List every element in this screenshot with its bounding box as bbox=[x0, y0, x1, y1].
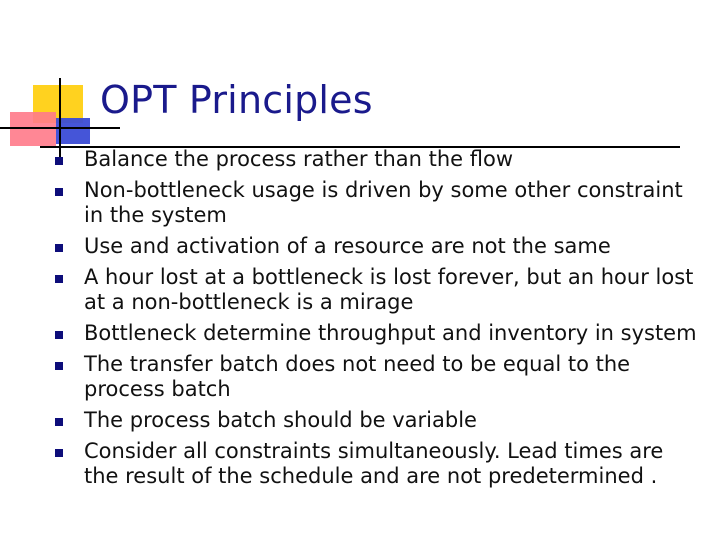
blue-square bbox=[56, 118, 90, 144]
bullet-item bbox=[52, 234, 702, 259]
slide-title: OPT Principles bbox=[100, 78, 373, 122]
square-bullet-icon bbox=[55, 275, 63, 283]
bullet-text: Use and activation of a resource are not the same bbox=[84, 234, 611, 258]
bullet-item bbox=[52, 147, 702, 172]
bullet-item bbox=[52, 439, 702, 489]
bullet-text: Non-bottleneck usage is driven by some other constraint in the system bbox=[84, 178, 683, 227]
square-bullet-icon bbox=[55, 157, 63, 165]
bullet-item bbox=[52, 408, 702, 433]
bullet-item bbox=[52, 178, 702, 228]
square-bullet-icon bbox=[55, 331, 63, 339]
square-bullet-icon bbox=[55, 449, 63, 457]
square-bullet-icon bbox=[55, 418, 63, 426]
square-bullet-icon bbox=[55, 188, 63, 196]
bullet-item bbox=[52, 352, 702, 402]
square-bullet-icon bbox=[55, 362, 63, 370]
bullet-text: The transfer batch does not need to be equal to the process batch bbox=[84, 352, 631, 401]
bullet-item bbox=[52, 265, 702, 315]
bullet-text: A hour lost at a bottleneck is lost forever, but an hour lost at a non-bottleneck is a mirage bbox=[84, 265, 694, 314]
bullet-text: Bottleneck determine throughput and inventory in system bbox=[84, 321, 697, 345]
bullet-text: The process batch should be variable bbox=[84, 408, 477, 432]
bullet-text: Consider all constraints simultaneously. Lead times are the result of the schedule and are not predetermined . bbox=[84, 439, 664, 488]
bullet-text: Balance the process rather than the flow bbox=[84, 147, 514, 171]
bullet-list bbox=[52, 147, 702, 495]
square-bullet-icon bbox=[55, 244, 63, 252]
bullet-item bbox=[52, 321, 702, 346]
